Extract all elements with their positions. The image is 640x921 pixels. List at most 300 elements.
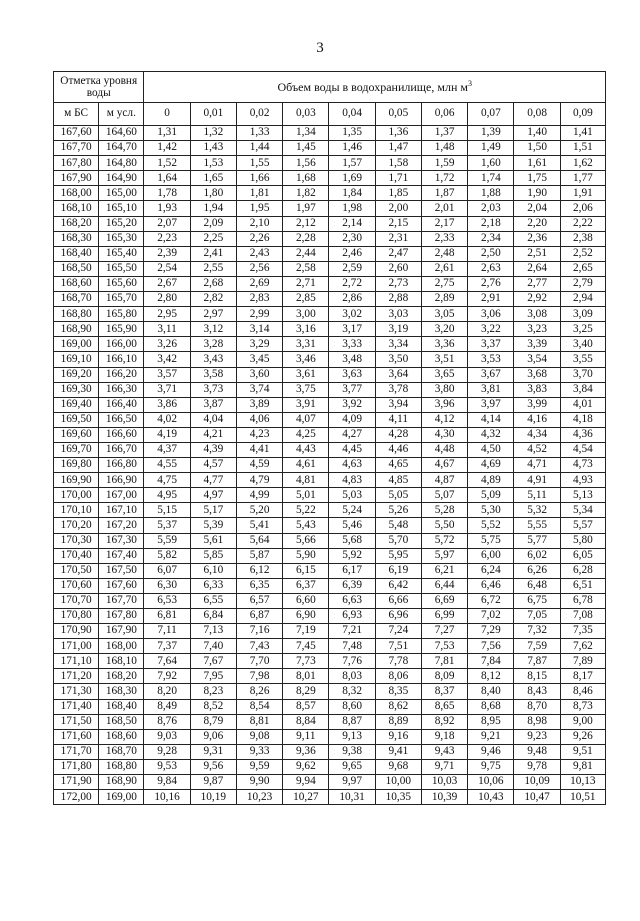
volume-cell: 1,44: [236, 141, 282, 156]
volume-cell: 1,93: [144, 201, 190, 216]
volume-cell: 1,50: [514, 141, 560, 156]
volume-cell: 7,40: [190, 639, 236, 654]
volume-cell: 9,90: [236, 775, 282, 790]
volume-cell: 6,44: [421, 578, 467, 593]
volume-cell: 5,03: [329, 488, 375, 503]
level-bs-cell: 168,10: [54, 201, 99, 216]
col-header-bs: м БС: [54, 103, 99, 126]
volume-cell: 8,35: [375, 684, 421, 699]
volume-cell: 6,07: [144, 563, 190, 578]
volume-cell: 4,36: [560, 427, 605, 442]
volume-cell: 4,30: [421, 427, 467, 442]
volume-cell: 1,39: [468, 126, 514, 141]
volume-cell: 4,41: [236, 442, 282, 457]
volume-cell: 1,48: [421, 141, 467, 156]
volume-cell: 7,21: [329, 624, 375, 639]
volume-cell: 8,81: [236, 714, 282, 729]
level-bs-cell: 170,50: [54, 563, 99, 578]
volume-cell: 1,62: [560, 156, 605, 171]
volume-cell: 3,05: [421, 307, 467, 322]
volume-cell: 5,97: [421, 548, 467, 563]
volume-cell: 6,17: [329, 563, 375, 578]
volume-cell: 4,07: [283, 412, 329, 427]
level-usl-cell: 168,90: [99, 775, 144, 790]
volume-cell: 7,98: [236, 669, 282, 684]
level-usl-cell: 166,20: [99, 367, 144, 382]
level-bs-cell: 170,90: [54, 624, 99, 639]
reservoir-volume-table: [53, 71, 606, 805]
volume-cell: 6,24: [468, 563, 514, 578]
volume-cell: 9,53: [144, 759, 190, 774]
table-row: [54, 488, 606, 503]
volume-cell: 3,84: [560, 382, 605, 397]
volume-cell: 3,37: [468, 337, 514, 352]
volume-cell: 2,04: [514, 201, 560, 216]
volume-cell: 6,35: [236, 578, 282, 593]
table-row: [54, 533, 606, 548]
volume-cell: 3,29: [236, 337, 282, 352]
table-row: [54, 141, 606, 156]
level-usl-cell: 168,50: [99, 714, 144, 729]
volume-cell: 2,80: [144, 292, 190, 307]
volume-cell: 4,01: [560, 397, 605, 412]
volume-cell: 6,72: [468, 593, 514, 608]
volume-cell: 5,43: [283, 518, 329, 533]
volume-cell: 2,68: [190, 276, 236, 291]
volume-cell: 4,57: [190, 458, 236, 473]
volume-cell: 4,28: [375, 427, 421, 442]
volume-cell: 6,02: [514, 548, 560, 563]
volume-cell: 3,34: [375, 337, 421, 352]
volume-cell: 3,68: [514, 367, 560, 382]
volume-cell: 8,79: [190, 714, 236, 729]
volume-cell: 10,31: [329, 790, 375, 805]
table-row: [54, 427, 606, 442]
volume-cell: 7,87: [514, 654, 560, 669]
volume-cell: 8,84: [283, 714, 329, 729]
level-usl-cell: 166,00: [99, 337, 144, 352]
volume-cell: 5,28: [421, 503, 467, 518]
volume-cell: 4,93: [560, 473, 605, 488]
volume-cell: 6,93: [329, 609, 375, 624]
volume-cell: 1,77: [560, 171, 605, 186]
volume-cell: 2,43: [236, 246, 282, 261]
volume-cell: 7,27: [421, 624, 467, 639]
volume-cell: 6,53: [144, 593, 190, 608]
volume-cell: 2,46: [329, 246, 375, 261]
level-usl-cell: 165,10: [99, 201, 144, 216]
level-bs-cell: 169,00: [54, 337, 99, 352]
volume-cell: 7,48: [329, 639, 375, 654]
volume-cell: 4,02: [144, 412, 190, 427]
volume-cell: 1,55: [236, 156, 282, 171]
volume-cell: 1,43: [190, 141, 236, 156]
volume-cell: 3,09: [560, 307, 605, 322]
table-row: [54, 171, 606, 186]
volume-cell: 4,95: [144, 488, 190, 503]
volume-cell: 3,74: [236, 382, 282, 397]
volume-cell: 4,46: [375, 442, 421, 457]
volume-cell: 1,57: [329, 156, 375, 171]
volume-cell: 2,47: [375, 246, 421, 261]
level-bs-cell: 169,90: [54, 473, 99, 488]
volume-cell: 1,69: [329, 171, 375, 186]
volume-cell: 6,69: [421, 593, 467, 608]
volume-cell: 3,54: [514, 352, 560, 367]
volume-cell: 1,88: [468, 186, 514, 201]
table-row: [54, 397, 606, 412]
volume-cell: 7,73: [283, 654, 329, 669]
col-header-decimal: 0,01: [190, 103, 236, 126]
volume-cell: 3,80: [421, 382, 467, 397]
volume-cell: 5,85: [190, 548, 236, 563]
volume-cell: 5,70: [375, 533, 421, 548]
volume-cell: 3,96: [421, 397, 467, 412]
volume-cell: 6,19: [375, 563, 421, 578]
volume-cell: 6,66: [375, 593, 421, 608]
volume-cell: 2,31: [375, 231, 421, 246]
volume-cell: 4,97: [190, 488, 236, 503]
volume-cell: 2,18: [468, 216, 514, 231]
volume-cell: 8,15: [514, 669, 560, 684]
volume-cell: 8,95: [468, 714, 514, 729]
volume-cell: 9,41: [375, 744, 421, 759]
level-usl-cell: 168,00: [99, 639, 144, 654]
volume-cell: 2,01: [421, 201, 467, 216]
volume-cell: 3,65: [421, 367, 467, 382]
volume-cell: 9,51: [560, 744, 605, 759]
volume-cell: 3,45: [236, 352, 282, 367]
volume-cell: 1,31: [144, 126, 190, 141]
volume-cell: 3,20: [421, 322, 467, 337]
volume-cell: 1,82: [283, 186, 329, 201]
volume-cell: 2,85: [283, 292, 329, 307]
level-usl-cell: 166,50: [99, 412, 144, 427]
volume-cell: 8,70: [514, 699, 560, 714]
level-usl-cell: 167,40: [99, 548, 144, 563]
level-usl-cell: 165,40: [99, 246, 144, 261]
volume-cell: 2,56: [236, 261, 282, 276]
volume-cell: 1,42: [144, 141, 190, 156]
volume-cell: 6,05: [560, 548, 605, 563]
volume-cell: 3,51: [421, 352, 467, 367]
volume-cell: 7,84: [468, 654, 514, 669]
volume-cell: 9,78: [514, 759, 560, 774]
volume-cell: 1,37: [421, 126, 467, 141]
volume-cell: 5,09: [468, 488, 514, 503]
volume-cell: 6,75: [514, 593, 560, 608]
volume-cell: 3,81: [468, 382, 514, 397]
volume-cell: 3,70: [560, 367, 605, 382]
volume-cell: 3,87: [190, 397, 236, 412]
volume-cell: 6,12: [236, 563, 282, 578]
col-header-decimal: 0,07: [468, 103, 514, 126]
volume-cell: 8,52: [190, 699, 236, 714]
table-row: [54, 276, 606, 291]
volume-cell: 7,16: [236, 624, 282, 639]
level-usl-cell: 164,70: [99, 141, 144, 156]
volume-cell: 6,15: [283, 563, 329, 578]
volume-cell: 1,84: [329, 186, 375, 201]
volume-cell: 2,71: [283, 276, 329, 291]
volume-cell: 6,33: [190, 578, 236, 593]
volume-cell: 4,04: [190, 412, 236, 427]
volume-cell: 1,87: [421, 186, 467, 201]
table-row: [54, 307, 606, 322]
level-usl-cell: 166,60: [99, 427, 144, 442]
col-header-decimal: 0,03: [283, 103, 329, 126]
volume-cell: 9,56: [190, 759, 236, 774]
volume-cell: 6,37: [283, 578, 329, 593]
volume-cell: 9,06: [190, 729, 236, 744]
level-bs-cell: 169,40: [54, 397, 99, 412]
volume-cell: 8,89: [375, 714, 421, 729]
volume-cell: 2,07: [144, 216, 190, 231]
volume-cell: 9,23: [514, 729, 560, 744]
volume-cell: 2,44: [283, 246, 329, 261]
volume-cell: 1,35: [329, 126, 375, 141]
level-usl-cell: 165,00: [99, 186, 144, 201]
volume-cell: 3,28: [190, 337, 236, 352]
volume-cell: 10,09: [514, 775, 560, 790]
volume-cell: 1,66: [236, 171, 282, 186]
volume-cell: 2,58: [283, 261, 329, 276]
volume-cell: 5,72: [421, 533, 467, 548]
level-usl-cell: 168,70: [99, 744, 144, 759]
volume-cell: 7,19: [283, 624, 329, 639]
level-usl-cell: 169,00: [99, 790, 144, 805]
volume-cell: 9,81: [560, 759, 605, 774]
volume-cell: 2,94: [560, 292, 605, 307]
volume-cell: 7,11: [144, 624, 190, 639]
level-bs-cell: 170,30: [54, 533, 99, 548]
volume-cell: 6,48: [514, 578, 560, 593]
table-row: [54, 729, 606, 744]
volume-cell: 7,78: [375, 654, 421, 669]
volume-cell: 3,58: [190, 367, 236, 382]
volume-cell: 5,24: [329, 503, 375, 518]
volume-cell: 3,83: [514, 382, 560, 397]
col-header-decimal: 0,02: [236, 103, 282, 126]
volume-cell: 8,12: [468, 669, 514, 684]
volume-cell: 9,87: [190, 775, 236, 790]
volume-cell: 7,45: [283, 639, 329, 654]
volume-cell: 3,23: [514, 322, 560, 337]
table-row: [54, 322, 606, 337]
level-bs-cell: 168,00: [54, 186, 99, 201]
level-usl-cell: 167,70: [99, 593, 144, 608]
volume-cell: 5,30: [468, 503, 514, 518]
volume-cell: 2,26: [236, 231, 282, 246]
volume-cell: 2,91: [468, 292, 514, 307]
volume-cell: 3,03: [375, 307, 421, 322]
volume-cell: 4,61: [283, 458, 329, 473]
volume-cell: 1,58: [375, 156, 421, 171]
volume-cell: 6,21: [421, 563, 467, 578]
level-bs-cell: 169,50: [54, 412, 99, 427]
volume-cell: 2,12: [283, 216, 329, 231]
volume-cell: 6,84: [190, 609, 236, 624]
volume-cell: 8,43: [514, 684, 560, 699]
level-usl-cell: 165,70: [99, 292, 144, 307]
volume-cell: 4,12: [421, 412, 467, 427]
level-header: Отметка уровня воды: [54, 72, 144, 103]
level-usl-cell: 166,90: [99, 473, 144, 488]
volume-cell: 6,63: [329, 593, 375, 608]
level-usl-cell: 167,60: [99, 578, 144, 593]
level-bs-cell: 170,40: [54, 548, 99, 563]
header-row-2: [54, 103, 606, 126]
volume-cell: 4,52: [514, 442, 560, 457]
volume-cell: 10,43: [468, 790, 514, 805]
volume-cell: 8,54: [236, 699, 282, 714]
volume-cell: 3,02: [329, 307, 375, 322]
table-row: [54, 382, 606, 397]
volume-cell: 4,14: [468, 412, 514, 427]
volume-cell: 9,00: [560, 714, 605, 729]
col-header-decimal: 0: [144, 103, 190, 126]
volume-cell: 1,33: [236, 126, 282, 141]
volume-cell: 4,37: [144, 442, 190, 457]
volume-cell: 8,06: [375, 669, 421, 684]
volume-cell: 3,57: [144, 367, 190, 382]
volume-cell: 9,68: [375, 759, 421, 774]
level-usl-cell: 168,40: [99, 699, 144, 714]
level-usl-cell: 166,10: [99, 352, 144, 367]
table-row: [54, 563, 606, 578]
volume-cell: 7,64: [144, 654, 190, 669]
volume-cell: 3,67: [468, 367, 514, 382]
table-row: [54, 442, 606, 457]
volume-cell: 6,26: [514, 563, 560, 578]
level-bs-cell: 171,10: [54, 654, 99, 669]
table-row: [54, 669, 606, 684]
volume-cell: 6,39: [329, 578, 375, 593]
volume-cell: 3,86: [144, 397, 190, 412]
table-row: [54, 684, 606, 699]
volume-cell: 10,03: [421, 775, 467, 790]
volume-cell: 4,27: [329, 427, 375, 442]
volume-cell: 9,84: [144, 775, 190, 790]
volume-cell: 4,67: [421, 458, 467, 473]
volume-cell: 4,99: [236, 488, 282, 503]
volume-cell: 5,95: [375, 548, 421, 563]
table-row: [54, 593, 606, 608]
volume-cell: 3,39: [514, 337, 560, 352]
volume-cell: 2,97: [190, 307, 236, 322]
volume-cell: 2,95: [144, 307, 190, 322]
volume-cell: 3,97: [468, 397, 514, 412]
volume-cell: 5,11: [514, 488, 560, 503]
level-usl-cell: 166,70: [99, 442, 144, 457]
volume-cell: 10,00: [375, 775, 421, 790]
volume-cell: 2,92: [514, 292, 560, 307]
volume-cell: 4,91: [514, 473, 560, 488]
volume-cell: 9,62: [283, 759, 329, 774]
level-bs-cell: 167,90: [54, 171, 99, 186]
volume-cell: 9,18: [421, 729, 467, 744]
volume-cell: 2,59: [329, 261, 375, 276]
level-usl-cell: 168,30: [99, 684, 144, 699]
volume-cell: 7,13: [190, 624, 236, 639]
volume-cell: 3,43: [190, 352, 236, 367]
volume-cell: 5,13: [560, 488, 605, 503]
volume-cell: 6,96: [375, 609, 421, 624]
volume-cell: 4,34: [514, 427, 560, 442]
level-bs-cell: 171,60: [54, 729, 99, 744]
level-usl-cell: 168,20: [99, 669, 144, 684]
volume-cell: 1,61: [514, 156, 560, 171]
volume-cell: 9,97: [329, 775, 375, 790]
volume-cell: 3,48: [329, 352, 375, 367]
volume-cell: 8,09: [421, 669, 467, 684]
col-header-decimal: 0,05: [375, 103, 421, 126]
level-usl-cell: 165,90: [99, 322, 144, 337]
volume-cell: 9,13: [329, 729, 375, 744]
volume-cell: 5,80: [560, 533, 605, 548]
level-bs-cell: 169,80: [54, 458, 99, 473]
volume-cell: 3,17: [329, 322, 375, 337]
level-bs-cell: 168,20: [54, 216, 99, 231]
volume-cell: 4,43: [283, 442, 329, 457]
col-header-decimal: 0,04: [329, 103, 375, 126]
level-bs-cell: 169,20: [54, 367, 99, 382]
volume-cell: 2,30: [329, 231, 375, 246]
volume-cell: 5,05: [375, 488, 421, 503]
level-bs-cell: 168,60: [54, 276, 99, 291]
table-row: [54, 714, 606, 729]
volume-cell: 9,59: [236, 759, 282, 774]
volume-cell: 8,32: [329, 684, 375, 699]
volume-cell: 10,16: [144, 790, 190, 805]
volume-cell: 10,39: [421, 790, 467, 805]
volume-cell: 5,57: [560, 518, 605, 533]
level-usl-cell: 167,90: [99, 624, 144, 639]
volume-cell: 2,63: [468, 261, 514, 276]
volume-cell: 3,94: [375, 397, 421, 412]
volume-cell: 2,50: [468, 246, 514, 261]
volume-cell: 7,53: [421, 639, 467, 654]
volume-cell: 1,81: [236, 186, 282, 201]
col-header-decimal: 0,06: [421, 103, 467, 126]
volume-cell: 3,26: [144, 337, 190, 352]
volume-cell: 2,38: [560, 231, 605, 246]
volume-cell: 9,38: [329, 744, 375, 759]
volume-cell: 10,23: [236, 790, 282, 805]
volume-cell: 2,09: [190, 216, 236, 231]
volume-cell: 8,20: [144, 684, 190, 699]
volume-cell: 7,35: [560, 624, 605, 639]
volume-cell: 8,37: [421, 684, 467, 699]
level-usl-cell: 168,10: [99, 654, 144, 669]
volume-cell: 4,87: [421, 473, 467, 488]
volume-cell: 5,66: [283, 533, 329, 548]
level-bs-cell: 171,20: [54, 669, 99, 684]
volume-cell: 1,49: [468, 141, 514, 156]
table-row: [54, 759, 606, 774]
table-row: [54, 156, 606, 171]
level-usl-cell: 167,10: [99, 503, 144, 518]
level-usl-cell: 167,20: [99, 518, 144, 533]
volume-cell: 2,77: [514, 276, 560, 291]
volume-cell: 1,98: [329, 201, 375, 216]
volume-cell: 9,33: [236, 744, 282, 759]
level-bs-cell: 171,00: [54, 639, 99, 654]
volume-cell: 3,60: [236, 367, 282, 382]
table-row: [54, 624, 606, 639]
volume-cell: 1,90: [514, 186, 560, 201]
volume-cell: 2,61: [421, 261, 467, 276]
